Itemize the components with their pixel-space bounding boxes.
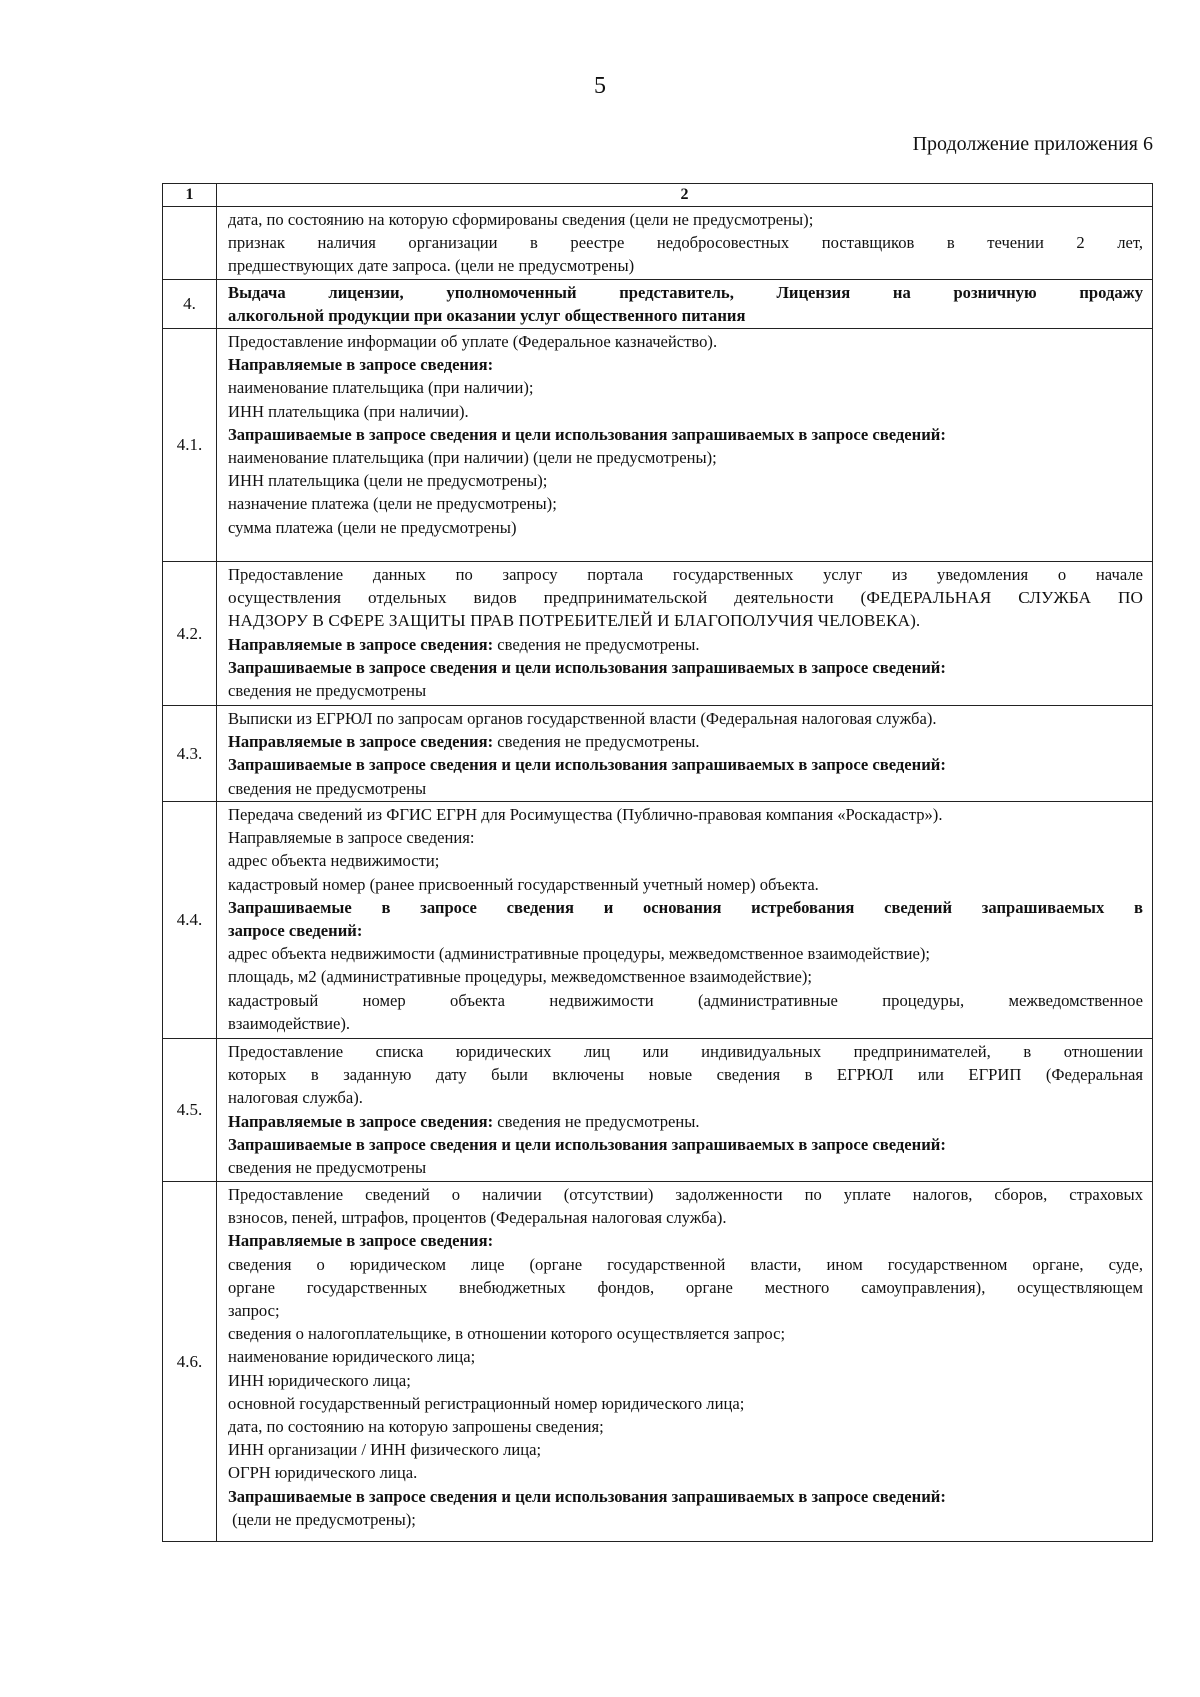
- text-line: площадь, м2 (административные процедуры, межведомственное взаимодействие);: [228, 967, 812, 987]
- row-number: 4.6.: [163, 1182, 217, 1542]
- table-row: [163, 279, 1153, 328]
- appendix-label: Продолжение приложения 6: [912, 133, 1153, 155]
- text-line: органе государственных внебюджетных фондов, органе местного самоуправления), осуществляющем: [228, 1277, 1143, 1297]
- row-number: 4.: [163, 279, 217, 328]
- text-line: назначение платежа (цели не предусмотрены);: [228, 494, 557, 514]
- table-row: [163, 1039, 1153, 1182]
- table-header-row: [163, 184, 1153, 207]
- table-row: [163, 207, 1153, 280]
- text-line: наименование плательщика (при наличии) (цели не предусмотрены);: [228, 448, 717, 468]
- text-value: сведения не предусмотрены.: [493, 634, 700, 654]
- text-line: которых в заданную дату были включены новые сведения в ЕГРЮЛ или ЕГРИП (Федеральная: [228, 1065, 1143, 1085]
- text-line: Предоставление данных по запросу портала государственных услуг из уведомления о начале: [228, 565, 1143, 585]
- text-line: Предоставление информации об уплате (Федеральное казначейство).: [228, 332, 718, 352]
- text-line: адрес объекта недвижимости (административные процедуры, межведомственное взаимодействие);: [228, 944, 930, 964]
- subheading: Направляемые в запросе сведения:: [228, 1111, 494, 1131]
- subheading: Направляемые в запросе сведения:: [228, 634, 494, 654]
- row-number: 4.4.: [163, 802, 217, 1039]
- text-line: [228, 633, 1143, 656]
- table-row: [163, 706, 1153, 802]
- text-line: запрос;: [228, 1301, 280, 1321]
- subheading: Запрашиваемые в запросе сведения и цели использования запрашиваемых в запросе сведений:: [228, 657, 946, 677]
- requirements-table: [162, 183, 1153, 1542]
- text-line: основной государственный регистрационный номер юридического лица;: [228, 1393, 745, 1413]
- text-line: ИНН плательщика (при наличии).: [228, 401, 469, 421]
- text-line: [228, 1110, 1143, 1133]
- text-line: сведения не предусмотрены: [228, 778, 427, 798]
- header-col-1: 1: [163, 184, 217, 207]
- text-line: кадастровый номер объекта недвижимости (административные процедуры, межведомственное: [228, 990, 1143, 1010]
- row-content: [217, 1182, 1153, 1542]
- text-line: сведения не предусмотрены: [228, 681, 427, 701]
- page-number: 5: [594, 73, 606, 99]
- text-line: наименование плательщика (при наличии);: [228, 378, 534, 398]
- subheading: Запрашиваемые в запросе сведения и цели использования запрашиваемых в запросе сведений:: [228, 1486, 946, 1506]
- text-line: сведения о налогоплательщике, в отношении которого осуществляется запрос;: [228, 1324, 786, 1344]
- subheading: запросе сведений:: [228, 921, 363, 941]
- text-value: сведения не предусмотрены.: [493, 1111, 700, 1131]
- row-number: 4.1.: [163, 329, 217, 562]
- text-line: взносов, пеней, штрафов, процентов (Федеральная налоговая служба).: [228, 1208, 727, 1228]
- text-line: Предоставление сведений о наличии (отсутствии) задолженности по уплате налогов, сборов, страховых: [228, 1185, 1143, 1205]
- row-number: 4.2.: [163, 562, 217, 706]
- text-line: взаимодействие).: [228, 1013, 351, 1033]
- text-line: предшествующих дате запроса. (цели не предусмотрены): [228, 256, 635, 276]
- row-number: [163, 207, 217, 280]
- text-line: [228, 730, 1143, 753]
- row-content: [217, 329, 1153, 562]
- text-line: ОГРН юридического лица.: [228, 1463, 418, 1483]
- header-col-2: 2: [217, 184, 1153, 207]
- text-line: Направляемые в запросе сведения:: [228, 828, 475, 848]
- text-line: дата, по состоянию на которую сформированы сведения (цели не предусмотрены);: [228, 210, 814, 229]
- row-content: [217, 562, 1153, 706]
- subheading: Запрашиваемые в запросе сведения и основания истребования сведений запрашиваемых в: [228, 897, 1143, 917]
- row-number: 4.5.: [163, 1039, 217, 1182]
- text-line: сведения не предусмотрены: [228, 1158, 427, 1178]
- text-line: сведения о юридическом лице (органе государственной власти, ином государственном органе, суде,: [228, 1254, 1143, 1274]
- table-row: [163, 329, 1153, 562]
- subheading: Запрашиваемые в запросе сведения и цели использования запрашиваемых в запросе сведений:: [228, 1134, 946, 1154]
- section-title: [217, 279, 1153, 328]
- text-line: осуществления отдельных видов предпринимательской деятельности (ФЕДЕРАЛЬНАЯ СЛУЖБА ПО: [228, 588, 1143, 608]
- row-content: [217, 1039, 1153, 1182]
- subheading: Запрашиваемые в запросе сведения и цели использования запрашиваемых в запросе сведений:: [228, 755, 946, 775]
- text-line: Выдача лицензии, уполномоченный представитель, Лицензия на розничную продажу: [228, 282, 1143, 302]
- text-line: алкогольной продукции при оказании услуг общественного питания: [228, 305, 746, 325]
- text-line: Выписки из ЕГРЮЛ по запросам органов государственной власти (Федеральная налоговая служба).: [228, 709, 937, 729]
- text-line: дата, по состоянию на которую запрошены сведения;: [228, 1417, 604, 1437]
- text-line: наименование юридического лица;: [228, 1347, 476, 1367]
- text-line: признак наличия организации в реестре недобросовестных поставщиков в течении 2 лет,: [228, 233, 1143, 253]
- row-number: 4.3.: [163, 706, 217, 802]
- subheading: Направляемые в запросе сведения:: [228, 1231, 494, 1251]
- text-line: НАДЗОРУ В СФЕРЕ ЗАЩИТЫ ПРАВ ПОТРЕБИТЕЛЕЙ И БЛАГОПОЛУЧИЯ ЧЕЛОВЕКА).: [228, 611, 921, 631]
- table-row: [163, 802, 1153, 1039]
- subheading: Направляемые в запросе сведения:: [228, 355, 494, 375]
- text-value: сведения не предусмотрены.: [493, 732, 700, 752]
- row-content: [217, 802, 1153, 1039]
- table-row: [163, 1182, 1153, 1542]
- table-row: [163, 562, 1153, 706]
- text-line: адрес объекта недвижимости;: [228, 851, 440, 871]
- text-line: ИНН плательщика (цели не предусмотрены);: [228, 471, 548, 491]
- text-line: ИНН юридического лица;: [228, 1370, 411, 1390]
- text-line: кадастровый номер (ранее присвоенный государственный учетный номер) объекта.: [228, 874, 819, 894]
- subheading: Запрашиваемые в запросе сведения и цели использования запрашиваемых в запросе сведений:: [228, 424, 946, 444]
- text-line: Предоставление списка юридических лиц или индивидуальных предпринимателей, в отношении: [228, 1042, 1143, 1062]
- text-line: налоговая служба).: [228, 1088, 363, 1108]
- row-content: [217, 207, 1153, 280]
- text-line: ИНН организации / ИНН физического лица;: [228, 1440, 542, 1460]
- subheading: Направляемые в запросе сведения:: [228, 732, 494, 752]
- text-line: сумма платежа (цели не предусмотрены): [228, 517, 517, 537]
- text-line: (цели не предусмотрены);: [228, 1509, 416, 1529]
- text-line: Передача сведений из ФГИС ЕГРН для Росимущества (Публично-правовая компания «Роскадастр»).: [228, 805, 943, 825]
- row-content: [217, 706, 1153, 802]
